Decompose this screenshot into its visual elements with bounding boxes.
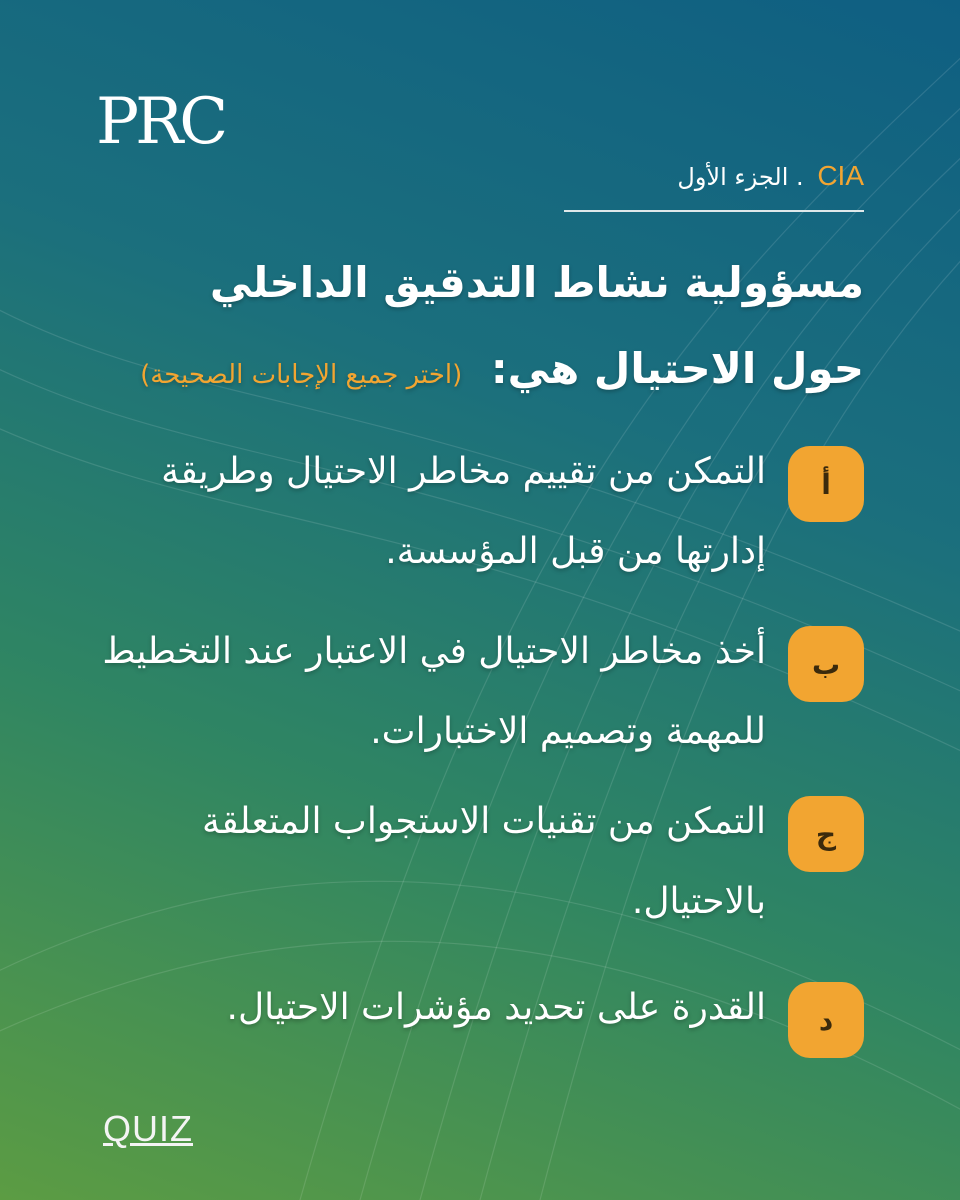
section-title: . الجزء الأول — [677, 163, 804, 191]
section-tag: CIA — [817, 160, 864, 191]
question-hint: (اختر جميع الإجابات الصحيحة) — [140, 360, 463, 390]
option-letter-badge: أ — [788, 446, 864, 522]
option-text: القدرة على تحديد مؤشرات الاحتيال. — [226, 987, 766, 1028]
option-letter-badge: ج — [788, 796, 864, 872]
question-block — [104, 240, 864, 418]
option-text: أخذ مخاطر الاحتيال في الاعتبار عند التخطيط للمهمة وتصميم الاختبارات. — [102, 631, 766, 752]
question-text: مسؤولية نشاط التدقيق الداخلي حول الاحتيال هي: — [209, 258, 864, 393]
option-b[interactable] — [84, 612, 864, 772]
header-divider — [564, 210, 864, 212]
option-text: التمكن من تقييم مخاطر الاحتيال وطريقة إدارتها من قبل المؤسسة. — [161, 451, 766, 572]
option-d[interactable] — [84, 968, 864, 1058]
option-letter-badge: ب — [788, 626, 864, 702]
option-text: التمكن من تقنيات الاستجواب المتعلقة بالاحتيال. — [202, 801, 766, 922]
prc-logo: PRC — [96, 85, 225, 159]
quiz-link[interactable]: QUIZ — [103, 1108, 193, 1149]
option-c[interactable] — [84, 782, 864, 942]
option-letter-badge: د — [788, 982, 864, 1058]
section-header — [564, 160, 864, 192]
option-a[interactable] — [84, 432, 864, 592]
